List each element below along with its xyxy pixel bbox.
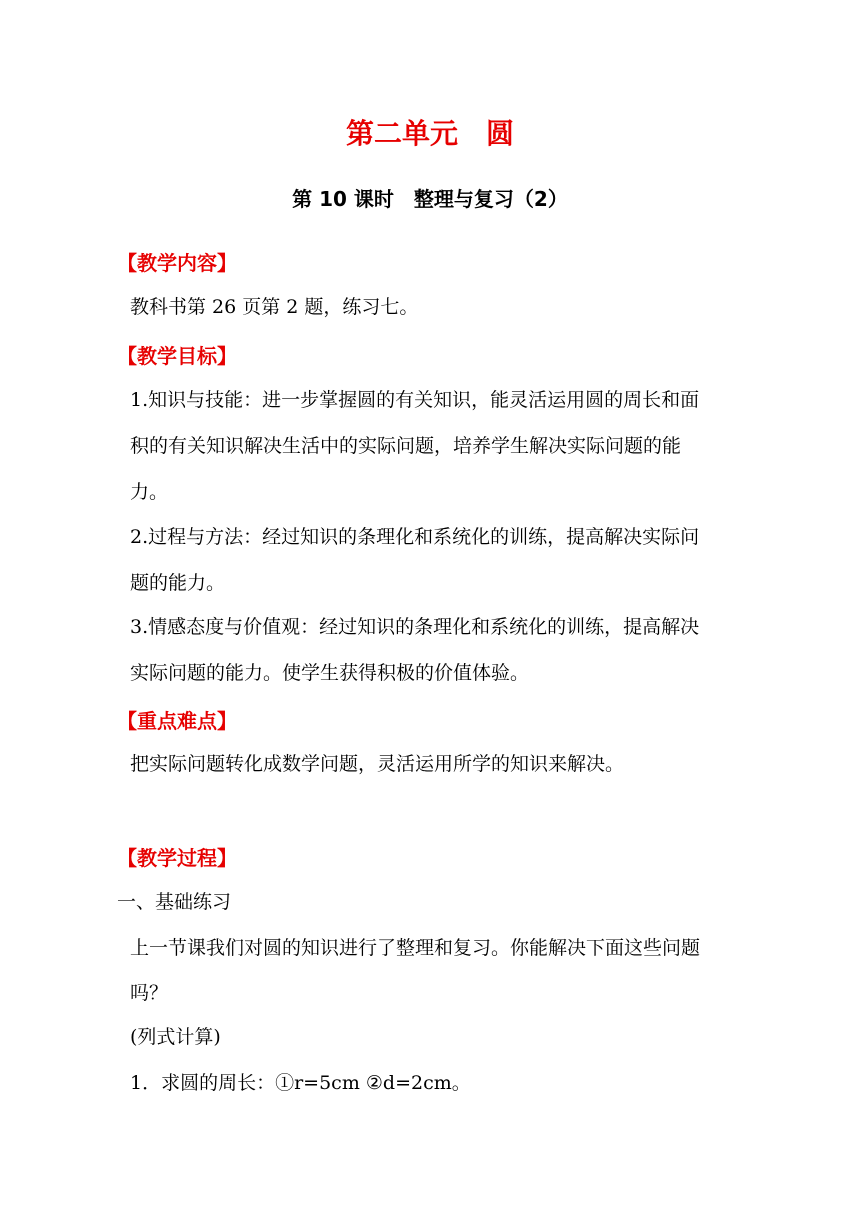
calculation-note: (列式计算) <box>130 1026 221 1048</box>
basic-practice-heading: 一、基础练习 <box>117 891 232 913</box>
teaching-process-heading: 【教学过程】 <box>117 846 237 870</box>
process-intro-line-1: 上一节课我们对圆的知识进行了整理和复习。你能解决下面这些问题 <box>130 937 701 959</box>
teaching-content-text: 教科书第 26 页第 2 题，练习七。 <box>130 296 419 318</box>
goal-3-line-2: 实际问题的能力。使学生获得积极的价值体验。 <box>130 662 530 684</box>
teaching-goals-heading: 【教学目标】 <box>117 344 237 368</box>
unit-title: 第二单元 圆 <box>345 117 514 150</box>
question-1: 1．求圆的周长：①r=5cm ②d=2cm。 <box>130 1072 471 1094</box>
teaching-content-heading: 【教学内容】 <box>117 251 237 275</box>
key-points-text: 把实际问题转化成数学问题，灵活运用所学的知识来解决。 <box>130 753 625 775</box>
goal-2-line-2: 题的能力。 <box>130 572 226 594</box>
goal-1-line-3: 力。 <box>130 481 169 503</box>
goal-3-line-1: 3.情感态度与价值观：经过知识的条理化和系统化的训练，提高解决 <box>130 616 700 638</box>
goal-2-line-1: 2.过程与方法：经过知识的条理化和系统化的训练，提高解决实际问 <box>130 526 700 548</box>
lesson-title: 第 10 课时 整理与复习（2） <box>292 187 568 211</box>
goal-1-line-1: 1.知识与技能：进一步掌握圆的有关知识，能灵活运用圆的周长和面 <box>130 389 700 411</box>
key-points-heading: 【重点难点】 <box>117 709 237 733</box>
goal-1-line-2: 积的有关知识解决生活中的实际问题，培养学生解决实际问题的能 <box>130 435 682 457</box>
process-intro-line-2: 吗？ <box>130 982 169 1004</box>
